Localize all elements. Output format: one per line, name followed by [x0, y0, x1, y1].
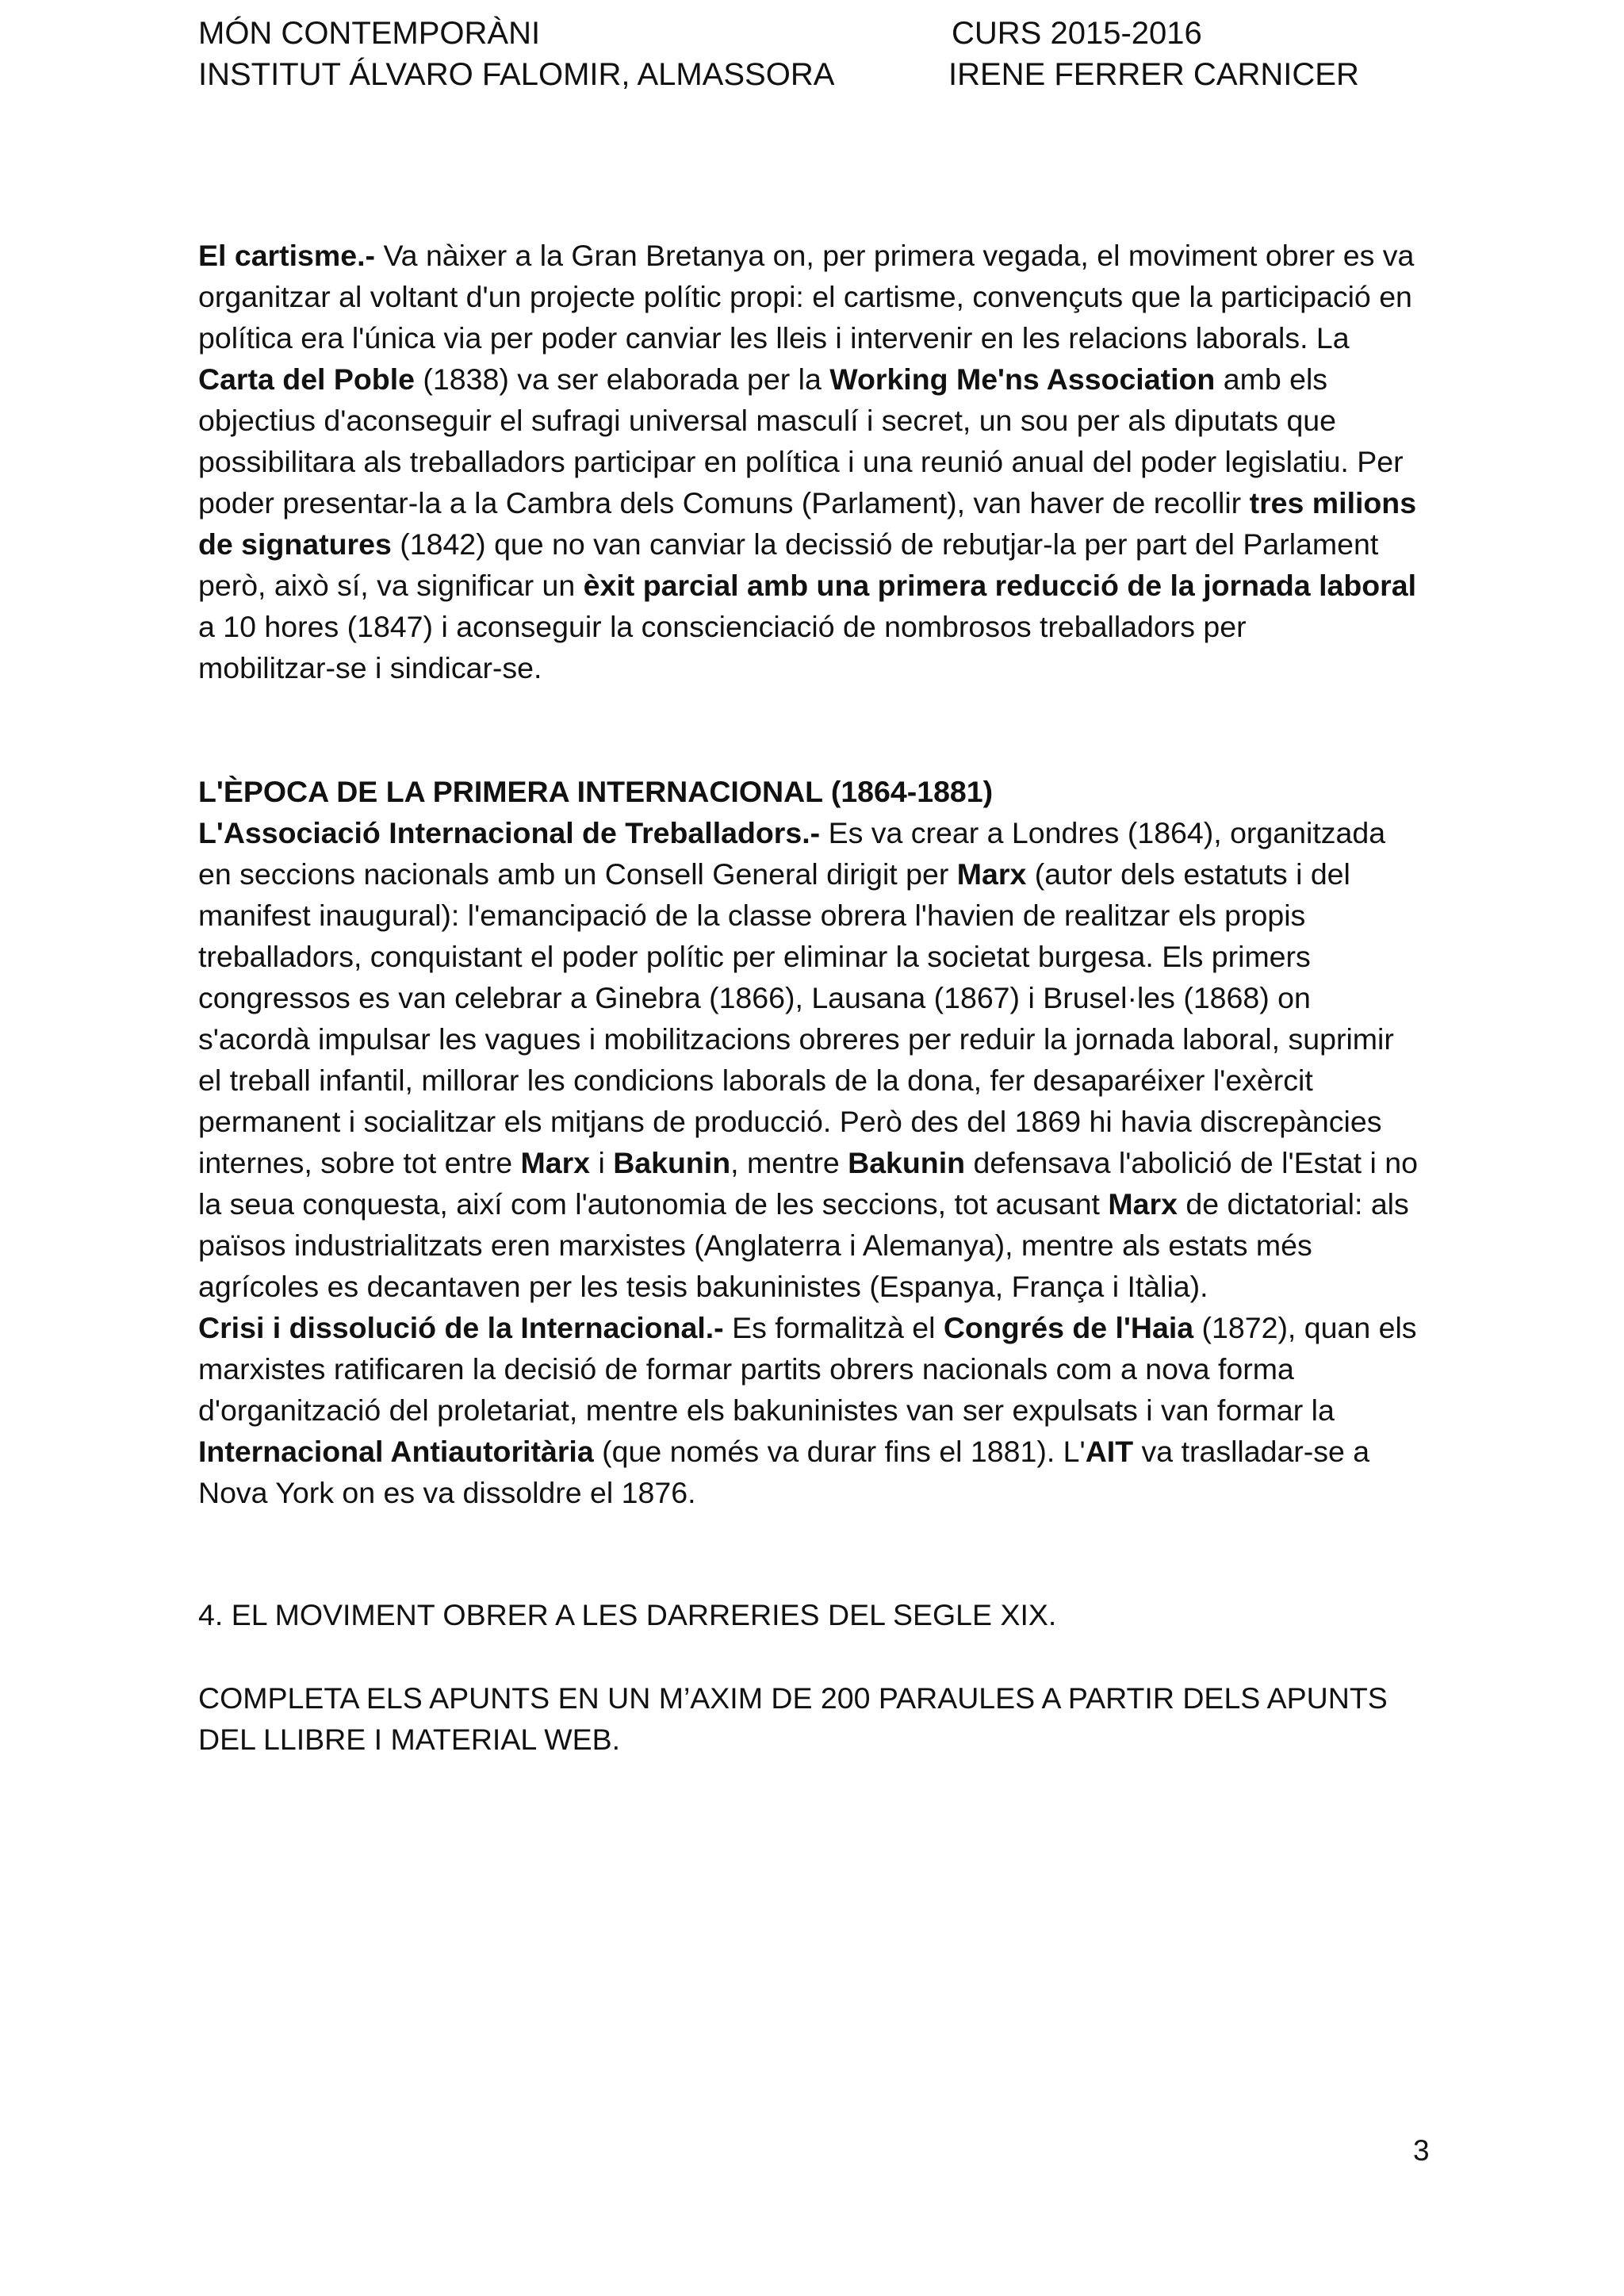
text-run: defensava l'abolició de l'Estat i no [965, 1146, 1418, 1179]
text-line [198, 565, 1443, 606]
text-run: Va nàixer a la Gran Bretanya on, per primera vegada, el moviment obrer es va [375, 239, 1415, 272]
term-bakunin: Bakunin [848, 1146, 966, 1179]
moviment-obrer-heading [198, 1594, 1443, 1635]
text-run: amb els [1215, 362, 1328, 396]
term-working-mens-association: Working Me'ns Association [829, 362, 1216, 396]
text-line: DEL LLIBRE I MATERIAL WEB. [198, 1723, 621, 1756]
instruction-paragraph [198, 1677, 1443, 1760]
text-line: COMPLETA ELS APUNTS EN UN M’AXIM DE 200 PARAULES A PARTIR DELS APUNTS [198, 1681, 1388, 1715]
text-line: s'acordà impulsar les vagues i mobilitzacions obreres per reduir la jornada laboral, suprimir [198, 1022, 1394, 1056]
term-congres-haia: Congrés de l'Haia [943, 1311, 1194, 1344]
text-run: i [590, 1146, 614, 1179]
text-run: poder presentar-la a la Cambra dels Comuns (Parlament), van haver de recollir [198, 486, 1250, 519]
text-line: el treball infantil, millorar les condicions laborals de la dona, fer desaparéixer l'exèrcit [198, 1064, 1313, 1097]
cartisme-paragraph [198, 235, 1443, 688]
text-run: Es va crear a Londres (1864), organitzada [820, 816, 1386, 849]
text-line: manifest inaugural): l'emancipació de la classe obrera l'havien de realitzar els propis [198, 899, 1306, 932]
text-line: política era l'única via per poder canviar les lleis i intervenir en les relacions laborals. La [198, 321, 1350, 355]
term-exit-parcial: èxit parcial amb una primera reducció de la jornada laboral [583, 569, 1417, 602]
term-marx: Marx [1108, 1187, 1178, 1221]
text-line: d'organització del proletariat, mentre els bakuninistes van ser expulsats i van formar la [198, 1393, 1335, 1427]
section-heading [198, 771, 1443, 812]
term-tres-milions: tres milions [1249, 486, 1417, 519]
institute-name: INSTITUT ÁLVARO FALOMIR, ALMASSORA [198, 57, 835, 92]
text-line [198, 1142, 1443, 1183]
text-run: , mentre [730, 1146, 848, 1179]
term-de-signatures: de signatures [198, 527, 392, 561]
text-line: permanent i socialitzar els mitjans de producció. Però des del 1869 hi havia discrepàncies [198, 1105, 1382, 1138]
text-line: treballadors, conquistant el poder polític per eliminar la societat burgesa. Els primers [198, 940, 1311, 973]
text-run: en seccions nacionals amb un Consell General dirigit per [198, 857, 957, 891]
course-title: MÓN CONTEMPORÀNI [198, 16, 541, 51]
text-line [198, 1431, 1443, 1472]
school-year: CURS 2015-2016 [952, 16, 1202, 51]
text-line: Nova York on es va dissoldre el 1876. [198, 1476, 696, 1509]
text-line [198, 812, 1443, 853]
text-run: però, això sí, va significar un [198, 569, 584, 602]
text-line [198, 482, 1443, 523]
primera-internacional-section [198, 771, 1443, 1513]
text-line: possibilitara als treballadors participar en política i una reunió anual del poder legislatiu. Per [198, 445, 1404, 478]
text-run: internes, sobre tot entre [198, 1146, 521, 1179]
text-run: de dictatorial: als [1177, 1187, 1409, 1221]
text-line: mobilitzar-se i sindicar-se. [198, 651, 542, 684]
text-line [198, 1307, 1443, 1348]
text-line: a 10 hores (1847) i aconseguir la conscienciació de nombrosos treballadors per [198, 610, 1247, 643]
text-line: països industrialitzats eren marxistes (Anglaterra i Alemanya), mentre als estats més [198, 1228, 1312, 1262]
text-line: agrícoles es decantaven per les tesis bakuninistes (Espanya, França i Itàlia). [198, 1270, 1208, 1303]
text-run: Es formalitzà el [723, 1311, 944, 1344]
term-carta-del-poble: Carta del Poble [198, 362, 415, 396]
text-line: congressos es van celebrar a Ginebra (1866), Lausana (1867) i Brusel·les (1868) on [198, 981, 1311, 1014]
text-run: va traslladar-se a [1133, 1435, 1370, 1468]
author-name: IRENE FERRER CARNICER [948, 57, 1359, 92]
text-line: objectius d'aconseguir el sufragi universal masculí i secret, un sou per als diputats que [198, 404, 1337, 437]
term-marx: Marx [956, 857, 1027, 891]
page-number: 3 [1413, 2134, 1430, 2167]
text-run: (1838) va ser elaborada per la [415, 362, 830, 396]
text-run: (1842) que no van canviar la decissió de rebutjar-la per part del Parlament [391, 527, 1379, 561]
text-line [198, 523, 1443, 565]
text-line [198, 235, 1443, 276]
text-line: marxistes ratificaren la decisió de formar partits obrers nacionals com a nova forma [198, 1352, 1294, 1386]
term-el-cartisme: El cartisme.- [198, 239, 376, 272]
term-internacional-antiautoritaria: Internacional Antiautoritària [198, 1435, 594, 1468]
text-run: (que només va durar fins el 1881). L' [593, 1435, 1086, 1468]
text-line: organitzar al voltant d'un projecte polític propi: el cartisme, convençuts que la participació en [198, 280, 1412, 313]
term-ait-abbrev: AIT [1085, 1435, 1134, 1468]
heading-text: L'ÈPOCA DE LA PRIMERA INTERNACIONAL (1864-1881) [198, 775, 994, 808]
text-run: (autor dels estatuts i del [1026, 857, 1350, 891]
text-line [198, 358, 1443, 400]
term-bakunin: Bakunin [613, 1146, 731, 1179]
text-line [198, 1183, 1443, 1225]
text-run: la seua conquesta, així com l'autonomia de les seccions, tot acusant [198, 1187, 1109, 1221]
text-run: (1872), quan els [1193, 1311, 1417, 1344]
section-heading: 4. EL MOVIMENT OBRER A LES DARRERIES DEL SEGLE XIX. [198, 1598, 1057, 1631]
term-marx: Marx [520, 1146, 591, 1179]
term-crisi-dissolucio: Crisi i dissolució de la Internacional.- [198, 1311, 724, 1344]
term-ait: L'Associació Internacional de Treballadors.- [198, 816, 821, 849]
text-line [198, 853, 1443, 895]
